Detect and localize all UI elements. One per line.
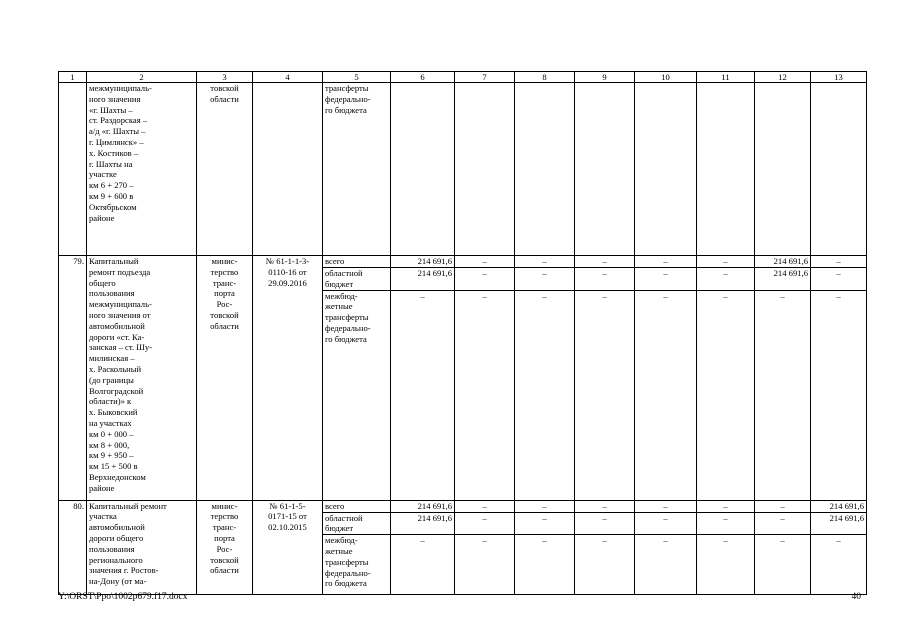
value-cell: – xyxy=(755,535,811,595)
value-cell: – xyxy=(697,256,755,268)
value-cell: – xyxy=(755,290,811,500)
funding-source-cell: всего xyxy=(323,500,391,512)
value-cell: 214 691,6 xyxy=(811,500,867,512)
budget-table xyxy=(58,71,867,595)
value-cell: – xyxy=(635,500,697,512)
value-cell: – xyxy=(455,290,515,500)
cell xyxy=(455,83,515,256)
col-header: 7 xyxy=(455,72,515,83)
value-cell: – xyxy=(515,500,575,512)
value-cell: – xyxy=(755,512,811,535)
value-cell: – xyxy=(635,290,697,500)
record-number-cell: 80. xyxy=(59,500,87,595)
continuation-row xyxy=(59,83,867,256)
cell xyxy=(59,83,87,256)
document-cell: № 61-1-1-3- 0110-16 от 29.09.2016 xyxy=(253,256,323,501)
funding-source-cell: всего xyxy=(323,256,391,268)
cell xyxy=(755,83,811,256)
value-cell: – xyxy=(455,535,515,595)
value-cell: – xyxy=(575,512,635,535)
cell xyxy=(391,83,455,256)
record-number-cell: 79. xyxy=(59,256,87,501)
value-cell: 214 691,6 xyxy=(391,500,455,512)
document-cell: № 61-1-5- 0171-15 от 02.10.2015 xyxy=(253,500,323,595)
value-cell: 214 691,6 xyxy=(811,512,867,535)
value-cell: – xyxy=(575,268,635,291)
col-header: 13 xyxy=(811,72,867,83)
col-header: 4 xyxy=(253,72,323,83)
cell xyxy=(515,83,575,256)
object-name-cell: межмуниципаль- ного значения «г. Шахты – ст. Раздорская – а/д «г. Шахты – г. Цимлянск» – х. Костиков – г. Шахты на участке км 6 + 270 – км 9 + 600 в Октябрьском районе xyxy=(87,83,197,256)
org-cell: минис- терство транс- порта Рос- товской области xyxy=(197,500,253,595)
record-row xyxy=(59,256,867,268)
value-cell: – xyxy=(575,500,635,512)
cell xyxy=(575,83,635,256)
object-name-cell: Капитальный ремонт участка автомобильной дороги общего пользования регионального значения г. Ростов- на-Дону (от ма- xyxy=(87,500,197,595)
col-header: 9 xyxy=(575,72,635,83)
value-cell: – xyxy=(697,512,755,535)
value-cell: – xyxy=(635,535,697,595)
value-cell: – xyxy=(515,256,575,268)
value-cell: – xyxy=(515,512,575,535)
funding-source-cell: межбюд- жетные трансферты федерально- го бюджета xyxy=(323,535,391,595)
cell xyxy=(635,83,697,256)
object-name-cell: Капитальный ремонт подъезда общего пользования межмуниципаль- ного значения от автомобильной дороги «ст. Ка- занская – ст. Шу- милинская – х. Раскольный (до границы Волгоградской области)» к х. Быковский на участках км 0 + 000 – км 8 + 000, км 9 + 950 – км 15 + 500 в Верхнедонском районе xyxy=(87,256,197,501)
col-header: 8 xyxy=(515,72,575,83)
org-cell: товской области xyxy=(197,83,253,256)
value-cell: – xyxy=(515,535,575,595)
value-cell: 214 691,6 xyxy=(755,268,811,291)
cell xyxy=(253,83,323,256)
value-cell: – xyxy=(575,535,635,595)
col-header: 12 xyxy=(755,72,811,83)
cell xyxy=(811,83,867,256)
funding-source-cell: областной бюджет xyxy=(323,512,391,535)
col-header: 6 xyxy=(391,72,455,83)
value-cell: – xyxy=(515,268,575,291)
value-cell: – xyxy=(811,290,867,500)
funding-source-cell: областной бюджет xyxy=(323,268,391,291)
value-cell: – xyxy=(635,512,697,535)
funding-source-cell: межбюд- жетные трансферты федерально- го бюджета xyxy=(323,290,391,500)
value-cell: – xyxy=(455,268,515,291)
col-header: 5 xyxy=(323,72,391,83)
value-cell: – xyxy=(755,500,811,512)
value-cell: 214 691,6 xyxy=(391,256,455,268)
value-cell: – xyxy=(811,535,867,595)
cell xyxy=(697,83,755,256)
col-header: 3 xyxy=(197,72,253,83)
footer-file-path: Y:\ORST\Ppo\1002p679.f17.docx xyxy=(58,592,188,602)
value-cell: 214 691,6 xyxy=(391,512,455,535)
col-header: 10 xyxy=(635,72,697,83)
value-cell: – xyxy=(697,268,755,291)
value-cell: – xyxy=(455,512,515,535)
value-cell: – xyxy=(455,256,515,268)
value-cell: – xyxy=(455,500,515,512)
value-cell: 214 691,6 xyxy=(755,256,811,268)
col-header: 2 xyxy=(87,72,197,83)
value-cell: – xyxy=(635,268,697,291)
source-cell: трансферты федерально- го бюджета xyxy=(323,83,391,256)
value-cell: – xyxy=(575,256,635,268)
org-cell: минис- терство транс- порта Рос- товской области xyxy=(197,256,253,501)
value-cell: – xyxy=(575,290,635,500)
value-cell: – xyxy=(811,268,867,291)
value-cell: – xyxy=(697,290,755,500)
page-number: 40 xyxy=(851,592,861,602)
value-cell: – xyxy=(391,290,455,500)
value-cell: – xyxy=(515,290,575,500)
value-cell: – xyxy=(811,256,867,268)
col-header: 1 xyxy=(59,72,87,83)
value-cell: – xyxy=(635,256,697,268)
header-row xyxy=(59,72,867,83)
value-cell: – xyxy=(697,535,755,595)
col-header: 11 xyxy=(697,72,755,83)
value-cell: – xyxy=(697,500,755,512)
record-row xyxy=(59,500,867,512)
value-cell: – xyxy=(391,535,455,595)
value-cell: 214 691,6 xyxy=(391,268,455,291)
